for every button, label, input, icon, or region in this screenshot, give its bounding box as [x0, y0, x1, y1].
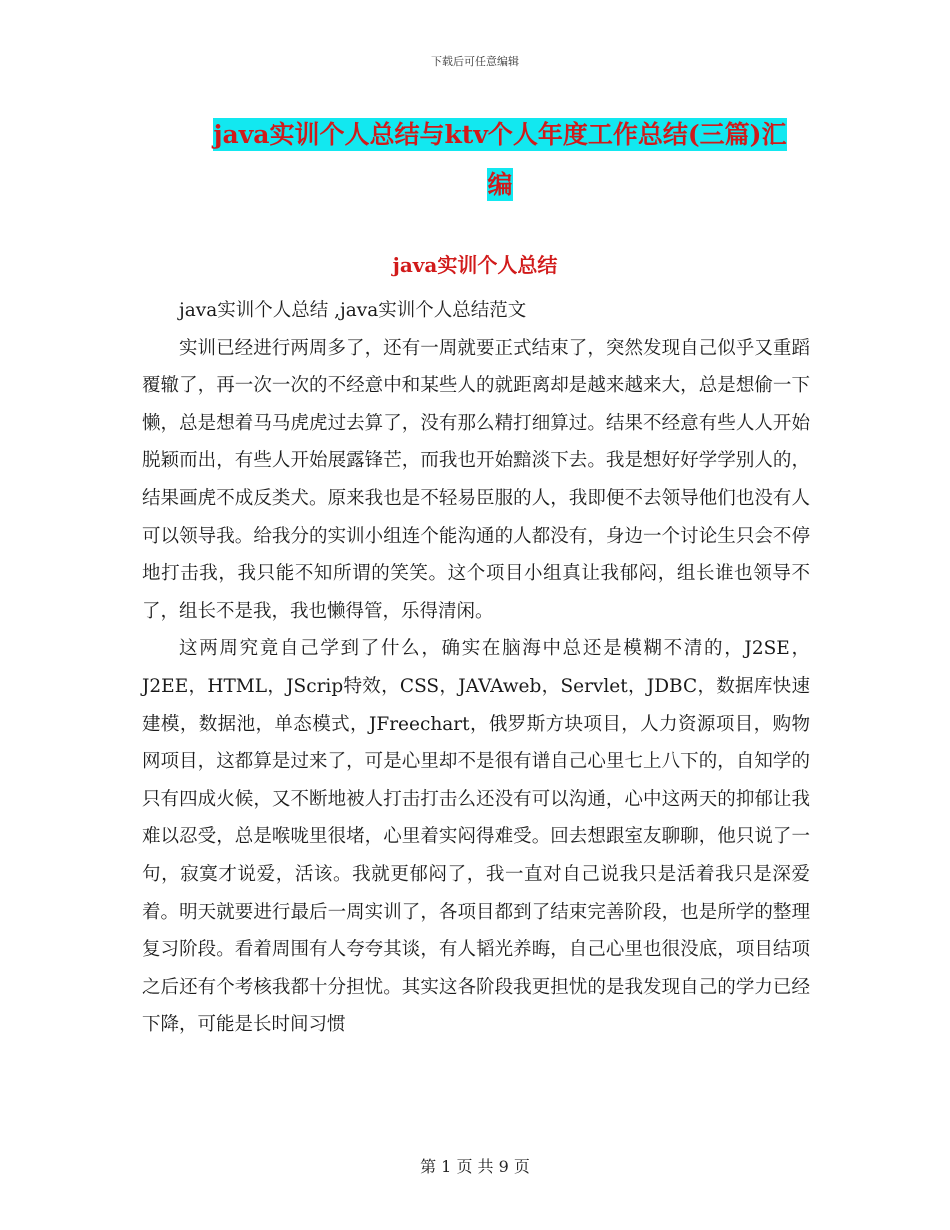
header-note: 下载后可任意编辑	[431, 55, 519, 68]
section-title: java实训个人总结	[392, 253, 558, 277]
paragraph: 这两周究竟自己学到了什么，确实在脑海中总还是模糊不清的，J2SE，J2EE，HTML，JScrip特效，CSS，JAVAweb，Servlet，JDBC，数据库快速建模，数据池，单态模式，JFreechart，俄罗斯方块项目，人力资源项目，购物网项目，这都算是过来了，可是心里却不是很有谱自己心里七上八下的，自知学的只有四成火候，又不断地被人打击打击么还没有可以沟通，心中这两天的抑郁让我难以忍受，总是喉咙里很堵，心里着实闷得难受。回去想跟室友聊聊，他只说了一句，寂寞才说爱，活该。我就更郁闷了，我一直对自己说我只是活着我只是深爱着。明天就要进行最后一周实训了，各项目都到了结束完善阶段，也是所学的整理复习阶段。看着周围有人夸夸其谈，有人韬光养晦，自己心里也很没底，项目结项之后还有个考核我都十分担忧。其实这各阶段我更担忧的是我发现自己的学力已经下降，可能是长时间习惯	[142, 638, 810, 1036]
paragraph: 实训已经进行两周多了，还有一周就要正式结束了，突然发现自己似乎又重蹈覆辙了，再一次一次的不经意中和某些人的就距离却是越来越来大，总是想偷一下懒，总是想着马马虎虎过去算了，没有那么精打细算过。结果不经意有些人人开始脱颖而出，有些人开始展露锋芒，而我也开始黯淡下去。我是想好好学学别人的，结果画虎不成反类犬。原来我也是不轻易臣服的人，我即便不去领导他们也没有人可以领导我。给我分的实训小组连个能沟通的人都没有，身边一个讨论生只会不停地打击我，我只能不知所谓的笑笑。这个项目小组真让我郁闷，组长谁也领导不了，组长不是我，我也懒得管，乐得清闲。	[142, 337, 810, 622]
document-title-line2: 编	[487, 170, 513, 199]
document-title-line1: java实训个人总结与ktv个人年度工作总结(三篇)汇	[213, 120, 787, 149]
body-text	[142, 292, 810, 1044]
paragraph-subtitle: java实训个人总结 ,java实训个人总结范文	[179, 300, 527, 321]
page-footer: 第 1 页 共 9 页	[420, 1157, 530, 1176]
document-title	[190, 110, 810, 210]
